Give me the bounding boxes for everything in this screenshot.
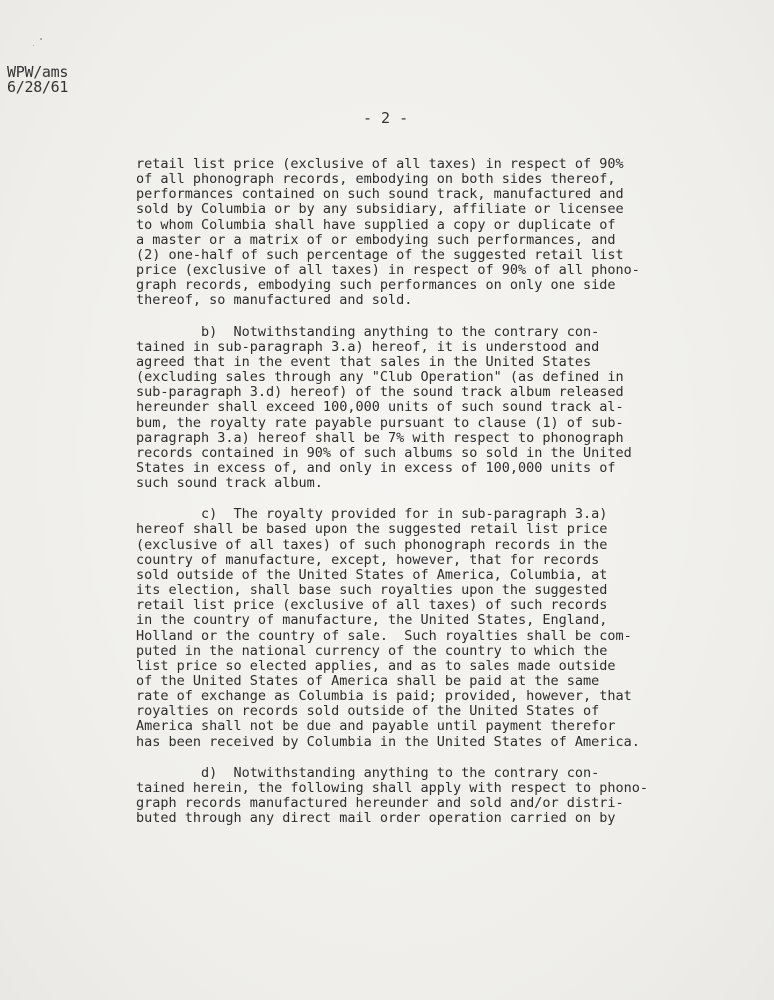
paragraph-d (136, 766, 756, 827)
text-line: such sound track album. (136, 475, 323, 492)
typist-initials (7, 65, 68, 95)
text-line: its election, shall base such royalties upon the suggested (136, 582, 608, 599)
text-line: graph records manufactured hereunder and sold and/or distri- (136, 795, 624, 812)
text-line: a master or a matrix of or embodying such performances, and (136, 231, 616, 248)
paper-speck (40, 38, 42, 40)
text-line: tained herein, the following shall apply with respect to phono- (136, 779, 649, 796)
text-line: paragraph 3.a) hereof shall be 7% with respect to phonograph (136, 429, 624, 446)
text-line: of the United States of America shall be paid at the same (136, 673, 600, 689)
text-line: puted in the national currency of the country to which the (136, 642, 608, 659)
text-line: retail list price (exclusive of all taxes) in respect of 90% (136, 156, 624, 172)
text-line: has been received by Columbia in the United States of America. (136, 733, 640, 750)
text-line: tained in sub-paragraph 3.a) hereof, it is understood and (136, 338, 600, 355)
text-line: hereunder shall exceed 100,000 units of such sound track al- (136, 399, 624, 416)
text-line: (exclusive of all taxes) of such phonograph records in the (136, 536, 608, 553)
text-line: (excluding sales through any "Club Operation" (as defined in (136, 369, 624, 386)
text-line: in the country of manufacture, the United States, England, (136, 612, 608, 629)
text-line: graph records, embodying such performances on only one side (136, 277, 616, 294)
text-line: Holland or the country of sale. Such royalties shall be com- (136, 627, 632, 644)
text-line: buted through any direct mail order operation carried on by (136, 810, 616, 827)
text-line: thereof, so manufactured and sold. (136, 292, 413, 309)
text-line: agreed that in the event that sales in the United States (136, 353, 592, 370)
text-line: (2) one-half of such percentage of the suggested retail list (136, 246, 624, 263)
text-line: list price so elected applies, and as to sales made outside (136, 657, 616, 674)
paragraph-continuation (136, 157, 756, 309)
text-line: royalties on records sold outside of the United States of (136, 703, 600, 720)
paragraph-c (136, 507, 756, 750)
text-line: sub-paragraph 3.d) hereof) of the sound track album released (136, 384, 624, 401)
text-line: hereof shall be based upon the suggested retail list price (136, 521, 608, 538)
text-line: records contained in 90% of such albums so sold in the United (136, 444, 632, 461)
text-line: performances contained on such sound track, manufactured and (136, 186, 624, 203)
text-line: country of manufacture, except, however, that for records (136, 551, 600, 568)
paragraph-b (136, 325, 756, 492)
text-line: price (exclusive of all taxes) in respect of 90% of all phono- (136, 262, 640, 279)
initials-reference: WPW/ams (7, 63, 69, 81)
text-line: of all phonograph records, embodying on both sides thereof, (136, 171, 616, 188)
text-line: States in excess of, and only in excess of 100,000 units of (136, 459, 616, 476)
text-line: sold by Columbia or by any subsidiary, affiliate or licensee (136, 201, 624, 218)
text-line: sold outside of the United States of America, Columbia, at (136, 566, 608, 583)
initials-date: 6/28/61 (7, 78, 69, 96)
text-line: d) Notwithstanding anything to the contrary con- (136, 764, 600, 781)
text-line: c) The royalty provided for in sub-paragraph 3.a) (136, 506, 608, 523)
text-line: retail list price (exclusive of all taxes) of such records (136, 597, 608, 614)
text-line: America shall not be due and payable until payment therefor (136, 718, 616, 735)
paper-speck (33, 45, 34, 46)
text-line: bum, the royalty rate payable pursuant to clause (1) of sub- (136, 414, 624, 431)
document-body (136, 157, 756, 826)
text-line: to whom Columbia shall have supplied a copy or duplicate of (136, 216, 616, 233)
text-line: rate of exchange as Columbia is paid; provided, however, that (136, 688, 632, 705)
text-line: b) Notwithstanding anything to the contrary con- (136, 323, 600, 340)
page-number: - 2 - (363, 109, 409, 127)
